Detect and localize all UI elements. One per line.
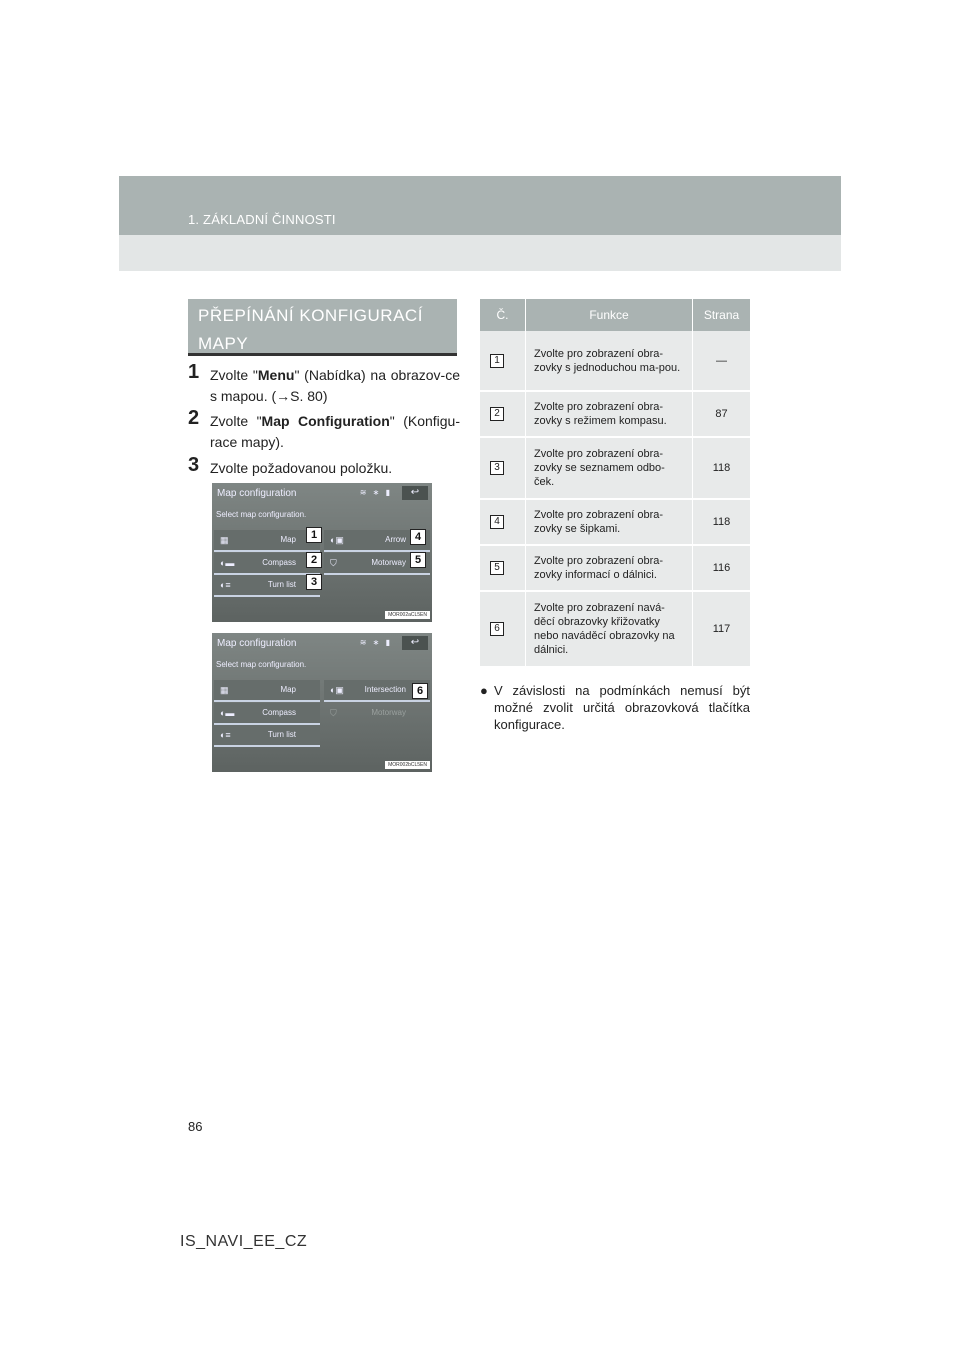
turn-list-button[interactable]: ◐≡ Turn list [214,725,320,747]
callout-2: 2 [306,552,322,568]
callout-1: 1 [306,527,322,543]
image-code: MOR002aCL5EN [385,611,430,619]
back-button[interactable]: ↩ [402,486,428,500]
list-icon: ◐≡ [220,580,231,590]
grid-icon: ▦ [220,685,229,695]
row-number: 3 [490,461,504,475]
row-function: Zvolte pro zobrazení obra-zovky s jednoduchou ma-pou. [526,331,693,391]
callout-5: 5 [410,552,426,568]
row-function: Zvolte pro zobrazení obra-zovky se šipkami. [526,499,693,545]
row-function: Zvolte pro zobrazení navá-děcí obrazovky křižovatky nebo naváděcí obrazovky na dálnici. [526,591,693,667]
screen-title: Map configuration [217,638,297,649]
map-button[interactable]: ▦ Map [214,680,320,702]
screenshot-map-configuration-2 [212,633,432,772]
row-function: Zvolte pro zobrazení obra-zovky s režimem kompasu. [526,391,693,437]
motorway-button[interactable]: ⛉ Motorway [324,553,430,575]
screen-subtitle: Select map configuration. [216,660,307,669]
grid-icon: ▦ [220,535,229,545]
header-page: Strana [693,299,751,331]
bullet-icon: ● [480,683,488,698]
row-page: 118 [693,437,751,499]
row-page: 116 [693,545,751,591]
arrow-icon: ◐▣ [330,535,344,545]
compass-button[interactable]: ◐▬ Compass [214,703,320,725]
table-row [480,499,750,545]
note [480,682,750,733]
callout-3: 3 [306,574,322,590]
step-2: 2 Zvolte "Map Configuration" (Konfigu-race mapy). [188,407,460,450]
table-row [480,391,750,437]
image-code: MOR002bCL5EN [385,761,430,769]
header-subband [119,235,841,271]
step-number: 2 [188,407,200,429]
page-number: 86 [188,1119,203,1134]
function-table [480,299,750,668]
intersection-icon: ◐▣ [330,685,344,695]
compass-icon: ◐▬ [220,558,235,568]
screen-subtitle: Select map configuration. [216,510,307,519]
table-header-row [480,299,750,331]
screen-title: Map configuration [217,488,297,499]
status-icons: ≋ ∗ ▮ [359,488,392,497]
chapter-title: 1. ZÁKLADNÍ ČINNOSTI [188,212,336,227]
row-number: 2 [490,407,504,421]
step-number: 1 [188,361,200,383]
row-number: 1 [490,354,504,368]
section-title-line1: PŘEPÍNÁNÍ KONFIGURACÍ [198,306,423,325]
row-page: 87 [693,391,751,437]
row-function: Zvolte pro zobrazení obra-zovky se seznamem odbo-ček. [526,437,693,499]
section-heading [188,299,457,356]
table-row [480,331,750,391]
intersection-button[interactable]: ◐▣ Intersection [324,680,430,702]
menu-label: Menu [257,367,295,383]
arrow-button[interactable]: ◐▣ Arrow [324,530,430,552]
callout-6: 6 [412,683,428,699]
table-row [480,591,750,667]
step-1: 1 Zvolte "Menu" (Nabídka) na obrazov-ce s mapou. (→S. 80) [188,361,461,404]
section-title-line2: MAPY [198,334,249,353]
document-code: IS_NAVI_EE_CZ [180,1233,308,1250]
row-page: — [693,331,751,391]
map-config-label: Map Configuration [261,413,390,429]
status-icons: ≋ ∗ ▮ [359,638,392,647]
step-3: 3 Zvolte požadovanou položku. [188,454,393,476]
compass-button[interactable]: ◐▬ Compass [214,553,320,575]
note-text: V závislosti na podmínkách nemusí být možné zvolit určitá obrazovková tlačítka konfigurace. [494,683,750,732]
row-page: 118 [693,499,751,545]
list-icon: ◐≡ [220,730,231,740]
map-button[interactable]: ▦ Map [214,530,320,552]
row-number: 6 [490,622,504,636]
screenshot-map-configuration-1 [212,483,432,622]
row-function: Zvolte pro zobrazení obra-zovky informací o dálnici. [526,545,693,591]
row-page: 117 [693,591,751,667]
back-button[interactable]: ↩ [402,636,428,650]
table-row [480,545,750,591]
step-number: 3 [188,454,200,476]
header-function: Funkce [526,299,693,331]
header-number: Č. [480,299,526,331]
motorway-button-disabled: ⛉ Motorway [324,703,430,723]
table-row [480,437,750,499]
row-number: 4 [490,515,504,529]
motorway-icon: ⛉ [330,708,337,718]
callout-4: 4 [410,529,426,545]
turn-list-button[interactable]: ◐≡ Turn list [214,575,320,597]
row-number: 5 [490,561,504,575]
motorway-icon: ⛉ [330,558,337,568]
compass-icon: ◐▬ [220,708,235,718]
